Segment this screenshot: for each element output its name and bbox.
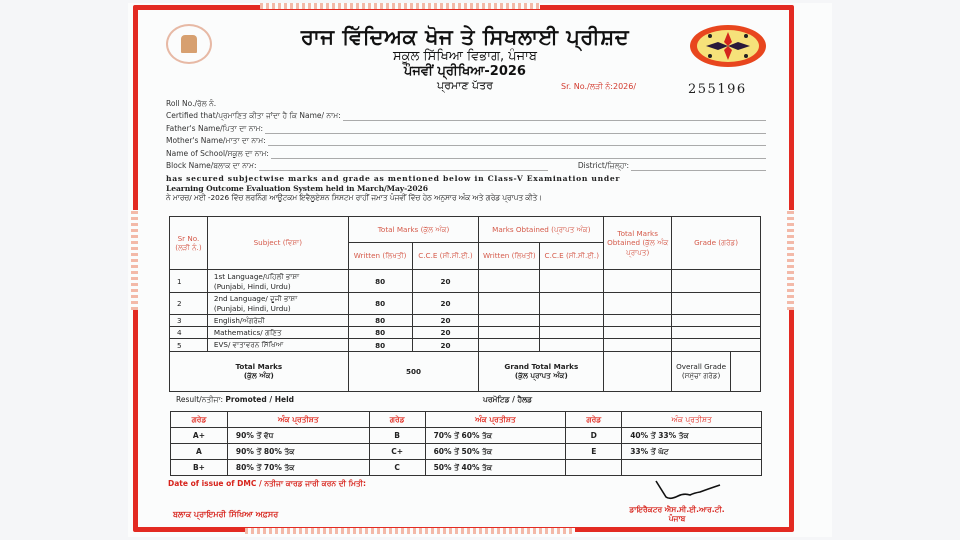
date-of-issue-label: Date of issue of DMC / ਨਤੀਜਾ ਕਾਰਡ ਜਾਰੀ ਕਰਨ ਦੀ ਮਿਤੀ: xyxy=(168,479,366,488)
obtained-cce-cell xyxy=(540,327,604,339)
statement-paragraph: has secured subjectwise marks and grade as mentioned below in Class-V Examination under Learning Outcome Evaluation System held in March/May-2026 ਨੇ ਮਾਰਚ/ ਮਈ -2026 ਵਿੱਚ ਲਰਨਿੰਗ ਆਊਟਕਮ ਇਵੈਲੂਏਸ਼ਨ ਸਿਸਟਮ ਰਾਹੀਂ ਜਮਾਤ ਪੰਜਵੀਂ ਵਿੱਚ ਹੇਠ ਅਨੁਸਾਰ ਅੰਕ ਅਤੇ ਗਰੇਡ ਪ੍ਰਾਪਤ ਕੀਤੇ। xyxy=(166,174,621,202)
block-name-line xyxy=(259,163,548,171)
header-marks-obtained: Marks Obtained (ਪ੍ਰਾਪਤ ਅੰਕ) xyxy=(479,217,604,243)
obtained-written-cell xyxy=(479,293,540,315)
obtained-cce-cell xyxy=(540,315,604,327)
director-signatory: ਡਾਇਰੈਕਟਰ ਐਸ.ਸੀ.ਈ.ਆਰ.ਟੀ. ਪੰਜਾਬ xyxy=(629,505,725,523)
overall-grade-label: Overall Grade (ਸਮੁੱਚਾ ਗਰੇਡ) xyxy=(672,352,731,392)
border-pattern-bottom xyxy=(245,528,575,534)
school-name-line xyxy=(271,151,766,159)
obtained-written-cell xyxy=(479,315,540,327)
result-line: Result/ਨਤੀਜਾ: Promoted / Held xyxy=(176,395,295,404)
father-name-line xyxy=(265,126,766,134)
overall-grade-value xyxy=(731,352,761,392)
district-label: District/ਜ਼ਿਲ੍ਹਾ: xyxy=(577,161,629,170)
serial-number-label: Sr. No./ਲੜੀ ਨੰ:2026/ xyxy=(561,82,637,91)
grand-total-value xyxy=(604,352,672,392)
obtained-cce-cell xyxy=(540,270,604,293)
grade-cell xyxy=(672,339,761,352)
scert-logo-icon xyxy=(688,24,768,68)
mother-name-field: Mother's Name/ਮਾਤਾ ਦਾ ਨਾਮ: xyxy=(166,134,766,147)
header-obt-written: Written (ਲਿਖਤੀ) xyxy=(479,243,540,270)
grade-scale-table: ਗਰੇਡ ਅੰਕ ਪ੍ਰਤੀਸ਼ਤ ਗਰੇਡ ਅੰਕ ਪ੍ਰਤੀਸ਼ਤ ਗਰੇਡ ਅੰਕ ਪ੍ਰਤੀਸ਼ਤ A+ 90% ਤੋਂ ਵੱਧ B 70% ਤੋਂ 60% ਤੱਕ D 40% ਤੋਂ 33% ਤੱਕ A 90% ਤੋਂ 80% ਤੱਕ C+ 60% ਤੋਂ 50% ਤੱਕ E 33% ਤੋਂ ਘੱਟ B+ 80% ਤੋਂ 70% ਤੱਕ C 50% ਤੋਂ 40% ਤੱਕ xyxy=(170,411,762,476)
grade-scale-row: A+ 90% ਤੋਂ ਵੱਧ B 70% ਤੋਂ 60% ਤੱਕ D 40% ਤੋਂ 33% ਤੱਕ xyxy=(171,428,762,444)
serial-number-value: 255196 xyxy=(688,82,747,97)
punjab-emblem-icon xyxy=(166,24,212,64)
exam-name: ਪੰਜਵੀਂ ਪ੍ਰੀਖਿਆ-2026 xyxy=(404,64,526,79)
district-line xyxy=(631,163,766,171)
header-obt-cce: C.C.E (ਸੀ.ਸੀ.ਈ.) xyxy=(540,243,604,270)
grand-total-label: Grand Total Marks (ਕੁੱਲ ਪ੍ਰਾਪਤ ਅੰਕ) xyxy=(479,352,604,392)
table-row: 3 English/ਅੰਗਰੇਜ਼ੀ 80 20 xyxy=(170,315,761,327)
name-field: Certified that/ਪ੍ਰਮਾਣਿਤ ਕੀਤਾ ਜਾਂਦਾ ਹੈ ਕਿ Name/ ਨਾਮ: xyxy=(166,109,766,122)
header-total-obtained: Total Marks Obtained (ਕੁੱਲ ਅੰਕ ਪ੍ਰਾਪਤ) xyxy=(604,217,672,270)
header-subject: Subject (ਵਿਸ਼ਾ) xyxy=(207,217,348,270)
name-line xyxy=(343,113,766,121)
obtained-cce-cell xyxy=(540,293,604,315)
signature-icon xyxy=(648,479,728,503)
block-district-field: Block Name/ਬਲਾਕ ਦਾ ਨਾਮ: District/ਜ਼ਿਲ੍ਹਾ: xyxy=(166,159,766,172)
student-details xyxy=(166,96,766,171)
table-row: 1 1st Language/ਪਹਿਲੀ ਭਾਸ਼ਾ (Punjabi, Hindi, Urdu) 80 20 xyxy=(170,270,761,293)
table-row: 4 Mathematics/ ਗਣਿਤ 80 20 xyxy=(170,327,761,339)
document-type: ਪ੍ਰਮਾਣ ਪੱਤਰ xyxy=(437,79,493,92)
school-name-field: Name of School/ਸਕੂਲ ਦਾ ਨਾਮ: xyxy=(166,146,766,159)
header-sr-no: Sr No. (ਲੜੀ ਨੰ.) xyxy=(170,217,208,270)
total-marks-label: Total Marks (ਕੁੱਲ ਅੰਕ) xyxy=(170,352,349,392)
obtained-written-cell xyxy=(479,339,540,352)
total-obtained-cell xyxy=(604,293,672,315)
grade-cell xyxy=(672,293,761,315)
obtained-written-cell xyxy=(479,327,540,339)
org-title: ਰਾਜ ਵਿੱਦਿਅਕ ਖੋਜ ਤੇ ਸਿਖਲਾਈ ਪ੍ਰੀਸ਼ਦ xyxy=(300,25,630,49)
grade-cell xyxy=(672,315,761,327)
totals-row xyxy=(170,352,761,392)
border-pattern-top xyxy=(260,3,540,9)
table-row: 2 2nd Language/ ਦੂਜੀ ਭਾਸ਼ਾ (Punjabi, Hindi, Urdu) 80 20 xyxy=(170,293,761,315)
grade-scale-row: A 90% ਤੋਂ 80% ਤੱਕ C+ 60% ਤੋਂ 50% ਤੱਕ E 33% ਤੋਂ ਘੱਟ xyxy=(171,444,762,460)
result-value-punjabi: ਪਰਮੋਟਿਡ / ਹੈਲਡ xyxy=(483,395,533,404)
mother-name-line xyxy=(268,138,766,146)
header-written: Written (ਲਿਖਤੀ) xyxy=(348,243,412,270)
father-name-field: Father's Name/ਪਿਤਾ ਦਾ ਨਾਮ: xyxy=(166,121,766,134)
border-pattern-right xyxy=(787,210,794,310)
total-obtained-cell xyxy=(604,339,672,352)
department-name: ਸਕੂਲ ਸਿੱਖਿਆ ਵਿਭਾਗ, ਪੰਜਾਬ xyxy=(392,49,538,64)
header-total-marks: Total Marks (ਕੁੱਲ ਅੰਕ) xyxy=(348,217,479,243)
marks-table xyxy=(169,216,761,392)
total-obtained-cell xyxy=(604,315,672,327)
total-obtained-cell xyxy=(604,270,672,293)
roll-no-field: Roll No./ਰੋਲ ਨੰ. xyxy=(166,98,217,108)
table-row: 5 EVS/ ਵਾਤਾਵਰਨ ਸਿੱਖਿਆ 80 20 xyxy=(170,339,761,352)
header-grade: Grade (ਗਰੇਡ) xyxy=(672,217,761,270)
grade-scale-row: B+ 80% ਤੋਂ 70% ਤੱਕ C 50% ਤੋਂ 40% ਤੱਕ xyxy=(171,460,762,476)
header-cce: C.C.E (ਸੀ.ਸੀ.ਈ.) xyxy=(412,243,479,270)
obtained-cce-cell xyxy=(540,339,604,352)
block-officer-signatory: ਬਲਾਕ ਪ੍ਰਾਇਮਰੀ ਸਿੱਖਿਆ ਅਫ਼ਸਰ xyxy=(173,510,279,519)
result-value: Promoted / Held xyxy=(225,395,295,404)
border-pattern-left xyxy=(131,210,138,310)
total-obtained-cell xyxy=(604,327,672,339)
total-marks-value: 500 xyxy=(348,352,479,392)
obtained-written-cell xyxy=(479,270,540,293)
grade-cell xyxy=(672,327,761,339)
grade-cell xyxy=(672,270,761,293)
